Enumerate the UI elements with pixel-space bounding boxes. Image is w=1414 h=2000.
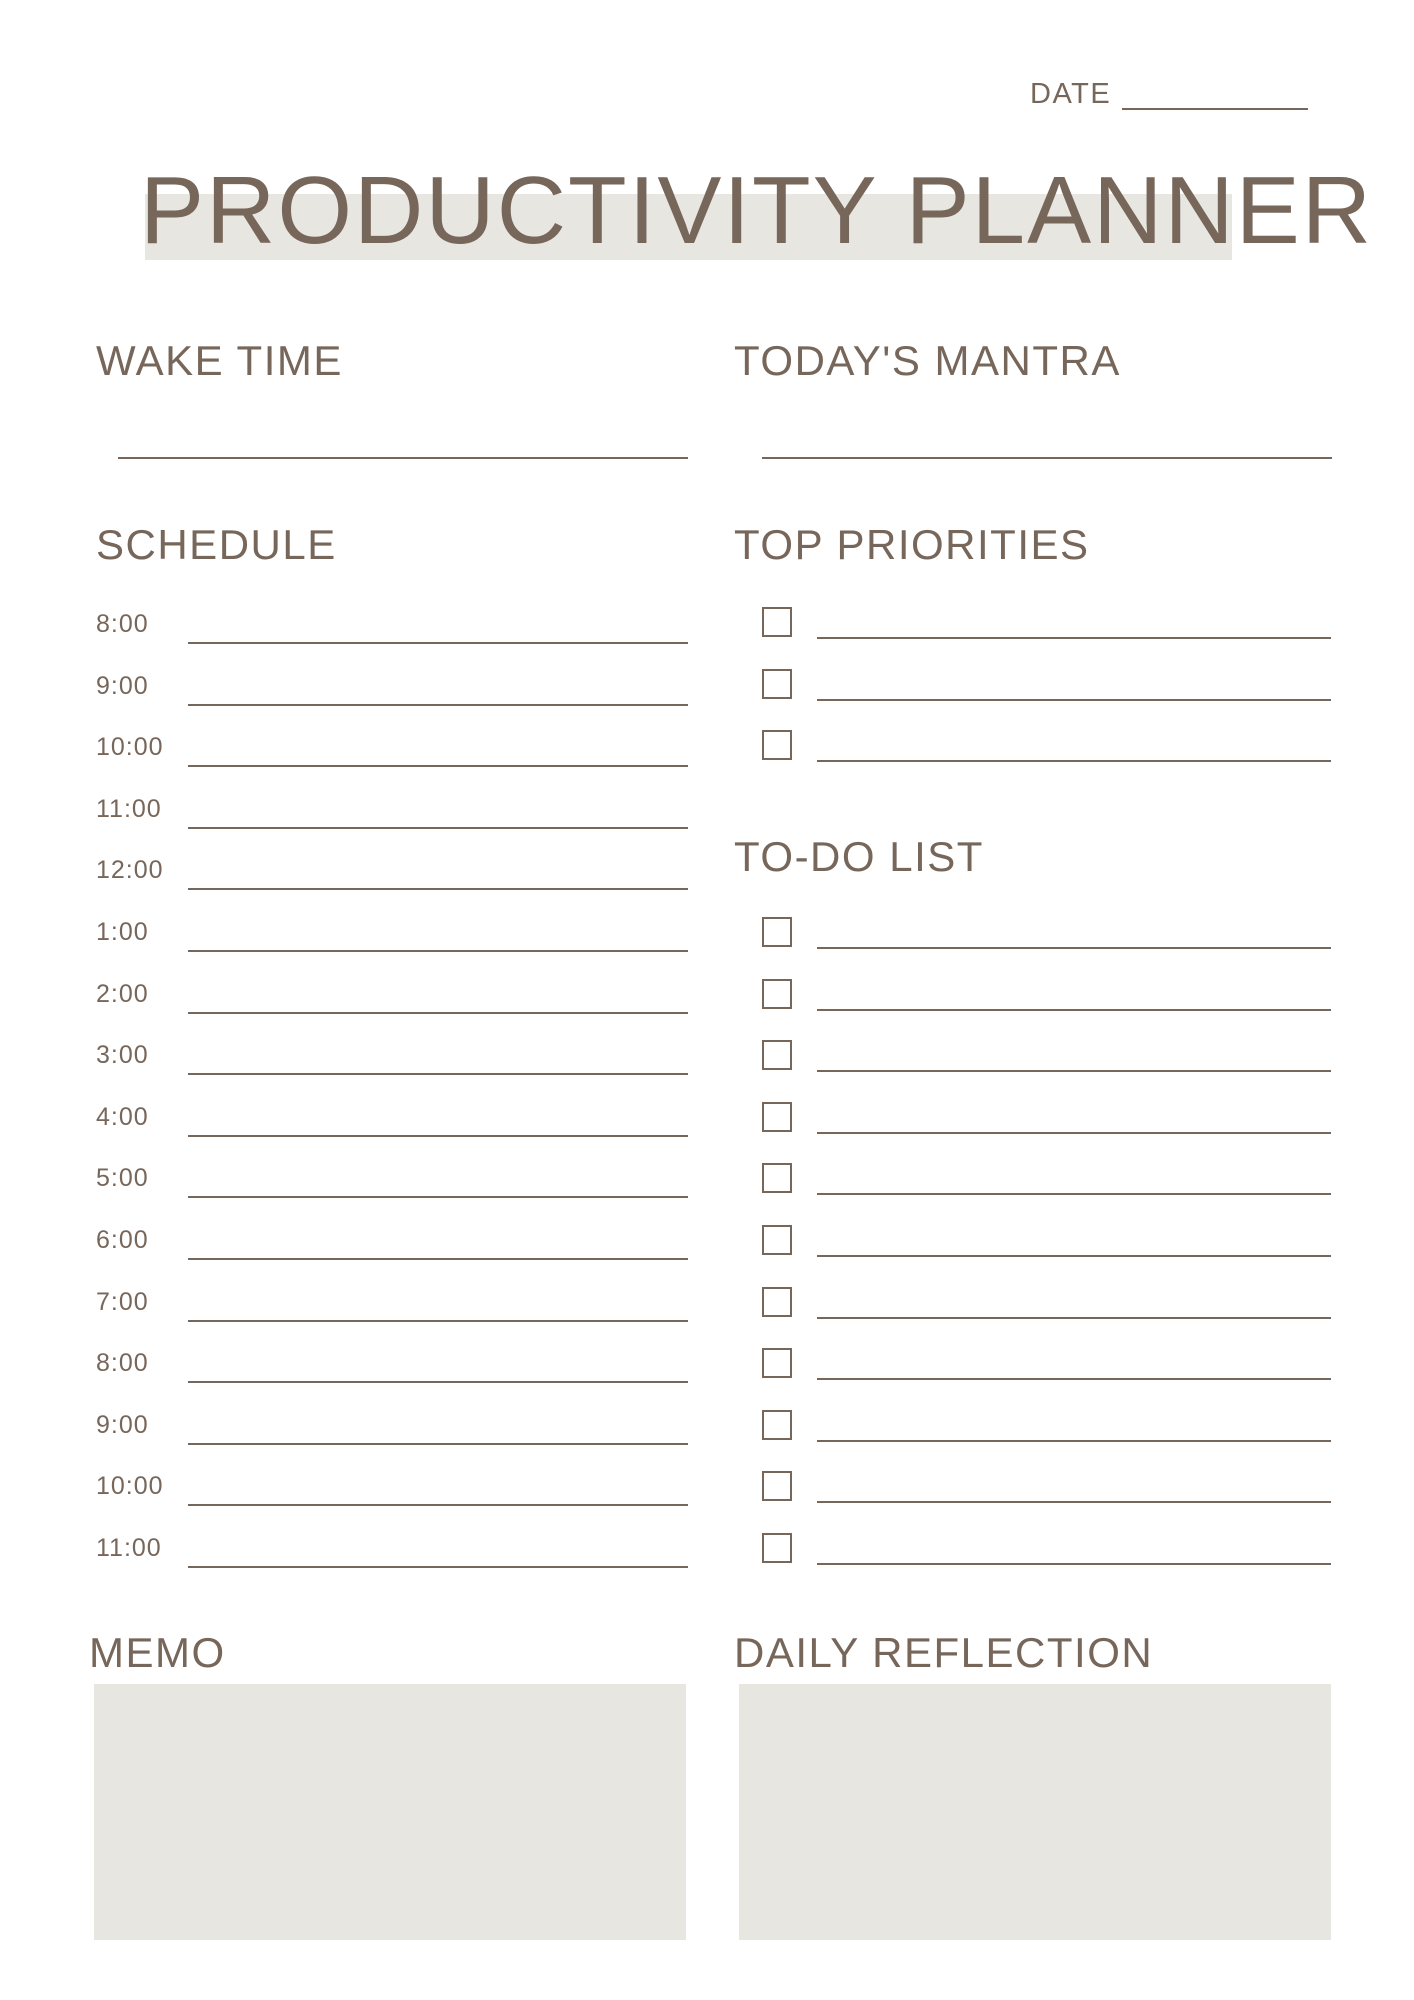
schedule-row	[96, 979, 688, 1022]
schedule-row	[96, 735, 688, 775]
todo-checkbox[interactable]	[762, 979, 792, 1009]
schedule-time: 6:00	[96, 1226, 149, 1254]
schedule-row	[96, 794, 688, 837]
top-priorities-title: TOP PRIORITIES	[734, 521, 1090, 568]
schedule-time: 8:00	[96, 1349, 149, 1378]
schedule-row	[96, 1043, 688, 1083]
memo-title: MEMO	[89, 1629, 226, 1676]
todo-row	[762, 1163, 1332, 1203]
schedule-row	[96, 671, 688, 714]
wake-time-title: WAKE TIME	[96, 337, 343, 384]
mantra-line[interactable]	[762, 457, 1332, 459]
todo-checkbox[interactable]	[762, 1471, 792, 1501]
schedule-time: 4:00	[96, 1102, 149, 1131]
schedule-row	[96, 1474, 688, 1514]
todo-checkbox[interactable]	[762, 1348, 792, 1378]
todo-entry-line[interactable]	[817, 1070, 1331, 1072]
schedule-entry-line[interactable]	[188, 765, 688, 767]
todo-row	[762, 1225, 1332, 1265]
todo-row	[762, 1348, 1332, 1388]
todo-checkbox[interactable]	[762, 1410, 792, 1440]
priority-checkbox[interactable]	[762, 730, 792, 760]
todo-entry-line[interactable]	[817, 1563, 1331, 1565]
schedule-time: 9:00	[96, 671, 149, 700]
priority-row	[762, 669, 1332, 709]
todo-row	[762, 1471, 1332, 1511]
todo-entry-line[interactable]	[817, 947, 1331, 949]
schedule-entry-line[interactable]	[188, 1381, 688, 1383]
schedule-entry-line[interactable]	[188, 1258, 688, 1260]
schedule-entry-line[interactable]	[188, 1073, 688, 1075]
memo-box[interactable]	[94, 1684, 686, 1940]
todo-row	[762, 1410, 1332, 1450]
schedule-row	[96, 1166, 688, 1206]
todo-entry-line[interactable]	[817, 1132, 1331, 1134]
schedule-time: 12:00	[96, 856, 164, 885]
schedule-row	[96, 1410, 688, 1453]
priority-entry-line[interactable]	[817, 760, 1331, 762]
schedule-entry-line[interactable]	[188, 1443, 688, 1445]
schedule-entry-line[interactable]	[188, 827, 688, 829]
schedule-row	[96, 1536, 688, 1576]
schedule-row	[96, 612, 688, 652]
todo-checkbox[interactable]	[762, 1163, 792, 1193]
priority-entry-line[interactable]	[817, 637, 1331, 639]
schedule-time: 5:00	[96, 1164, 149, 1193]
schedule-entry-line[interactable]	[188, 1012, 688, 1014]
schedule-entry-line[interactable]	[188, 888, 688, 890]
schedule-row	[96, 1287, 688, 1330]
schedule-entry-line[interactable]	[188, 950, 688, 952]
page-title: PRODUCTIVITY PLANNER	[140, 157, 1374, 264]
todo-row	[762, 1102, 1332, 1142]
schedule-time: 10:00	[96, 1472, 164, 1501]
schedule-entry-line[interactable]	[188, 704, 688, 706]
schedule-entry-line[interactable]	[188, 1135, 688, 1137]
todo-entry-line[interactable]	[817, 1378, 1331, 1380]
todo-checkbox[interactable]	[762, 1225, 792, 1255]
todo-row	[762, 979, 1332, 1019]
schedule-row	[96, 1351, 688, 1391]
todo-checkbox[interactable]	[762, 1102, 792, 1132]
daily-reflection-title: DAILY REFLECTION	[734, 1629, 1154, 1676]
schedule-time: 2:00	[96, 979, 149, 1008]
schedule-title: SCHEDULE	[96, 521, 337, 568]
schedule-row	[96, 858, 688, 898]
todo-row	[762, 1533, 1332, 1573]
todo-entry-line[interactable]	[817, 1255, 1331, 1257]
todo-row	[762, 1040, 1332, 1080]
schedule-row	[96, 920, 688, 960]
schedule-time: 8:00	[96, 610, 149, 638]
schedule-time: 11:00	[96, 794, 162, 823]
todo-entry-line[interactable]	[817, 1501, 1331, 1503]
todo-checkbox[interactable]	[762, 1287, 792, 1317]
todo-row	[762, 1287, 1332, 1327]
priority-row	[762, 607, 1332, 647]
todo-row	[762, 917, 1332, 957]
priority-row	[762, 730, 1332, 770]
todo-entry-line[interactable]	[817, 1009, 1331, 1011]
daily-reflection-box[interactable]	[739, 1684, 1331, 1940]
todo-entry-line[interactable]	[817, 1317, 1331, 1319]
schedule-row	[96, 1228, 688, 1268]
schedule-time: 10:00	[96, 733, 164, 762]
date-field-line[interactable]	[1122, 108, 1308, 110]
schedule-entry-line[interactable]	[188, 1504, 688, 1506]
mantra-title: TODAY'S MANTRA	[734, 337, 1121, 384]
schedule-row	[96, 1102, 688, 1145]
priority-checkbox[interactable]	[762, 607, 792, 637]
schedule-time: 3:00	[96, 1041, 149, 1070]
priority-entry-line[interactable]	[817, 699, 1331, 701]
schedule-time: 11:00	[96, 1534, 162, 1562]
priority-checkbox[interactable]	[762, 669, 792, 699]
date-label: DATE	[1030, 78, 1112, 110]
schedule-entry-line[interactable]	[188, 642, 688, 644]
schedule-time: 1:00	[96, 918, 149, 946]
schedule-time: 9:00	[96, 1410, 149, 1439]
todo-checkbox[interactable]	[762, 1040, 792, 1070]
schedule-entry-line[interactable]	[188, 1320, 688, 1322]
todo-entry-line[interactable]	[817, 1440, 1331, 1442]
todo-checkbox[interactable]	[762, 917, 792, 947]
todo-list-title: TO-DO LIST	[734, 833, 984, 880]
todo-checkbox[interactable]	[762, 1533, 792, 1563]
schedule-entry-line[interactable]	[188, 1196, 688, 1198]
todo-entry-line[interactable]	[817, 1193, 1331, 1195]
schedule-entry-line[interactable]	[188, 1566, 688, 1568]
wake-time-line[interactable]	[118, 457, 688, 459]
schedule-time: 7:00	[96, 1287, 149, 1316]
